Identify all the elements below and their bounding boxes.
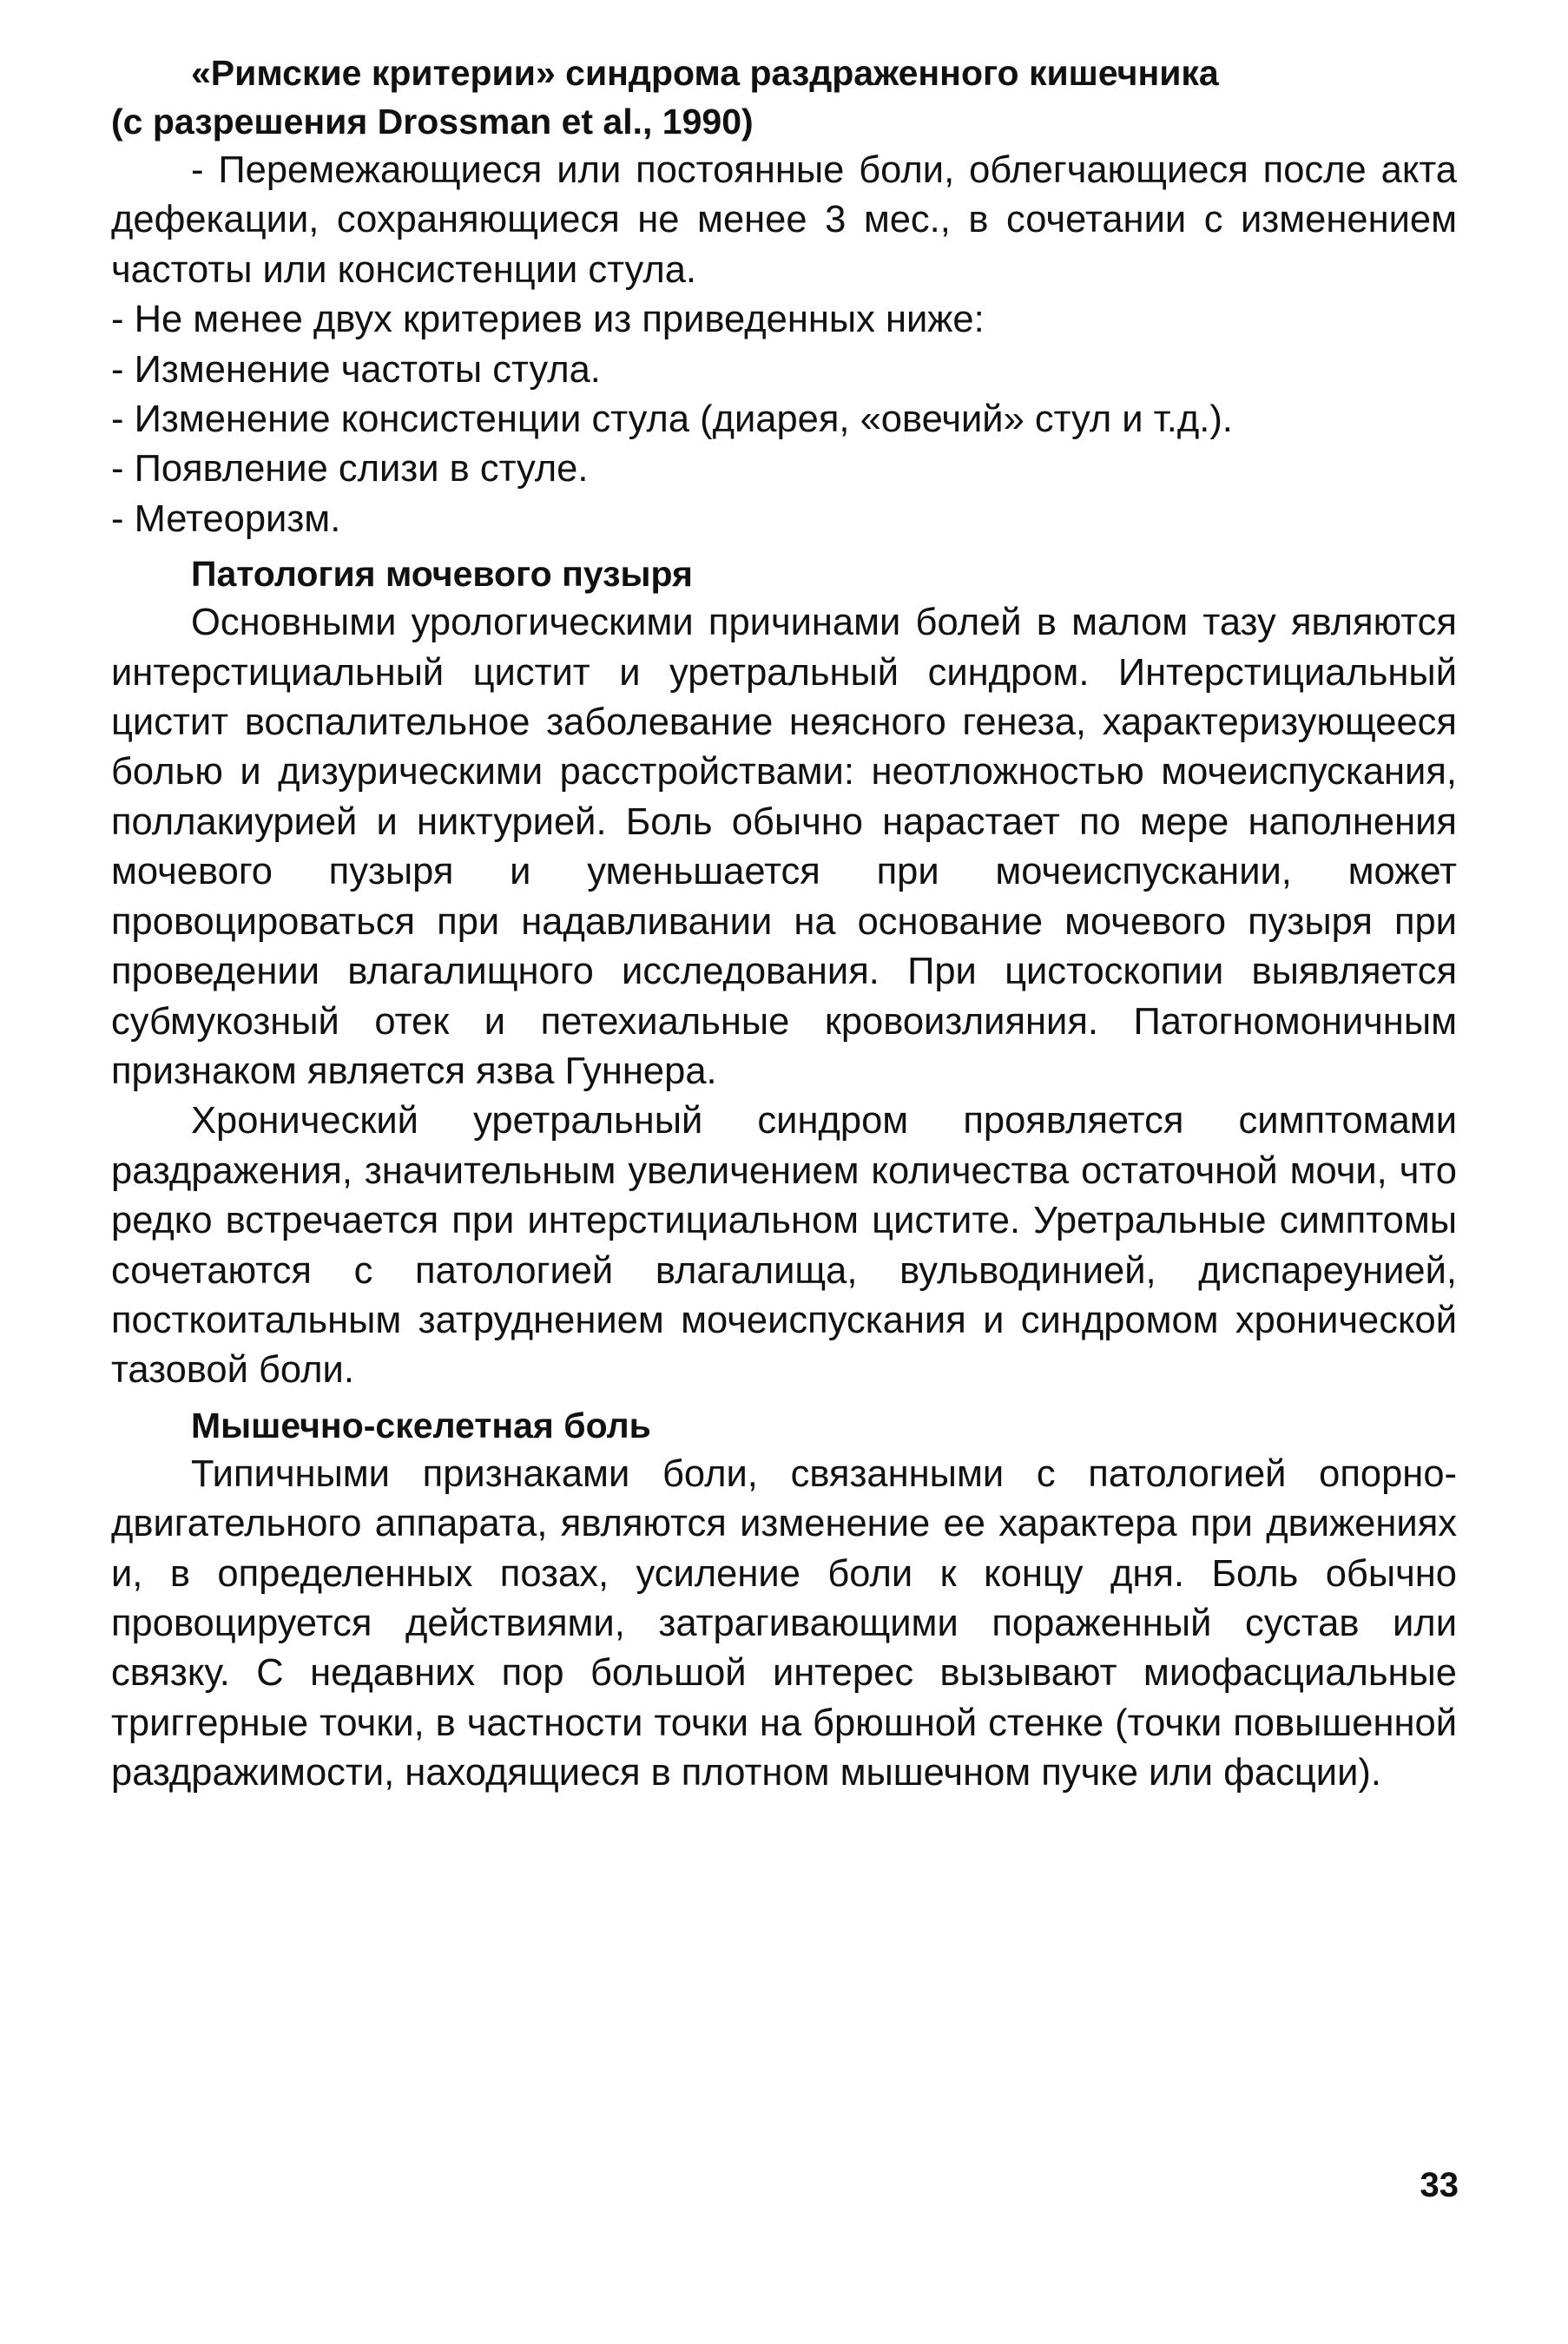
musculoskeletal-paragraph-1: Типичными признаками боли, связанными с патологией опорно-двигательного аппарата, являются изменение ее характера при движениях и, в определенных позах, усиление боли к концу дня. Боль обычно провоцируется действиями, затрагивающими пораженный сустав или связку. С недавних пор большой интерес вызывают миофасциальные триггерные точки, в частности точки на брюшной стенке (точки повышенной раздражимости, находящиеся в плотном мышечном пучке или фасции).: [111, 1452, 1457, 1794]
musculoskeletal-section-title: Мышечно-скелетная боль: [191, 1405, 651, 1445]
bladder-paragraph-1: Основными урологическими причинами болей в малом тазу являются интерстициальный цистит и уретральный синдром. Интерстициальный цистит воспалительное заболевание неясного генеза, характеризующееся болью и дизурическими расстройствами: неотложностью мочеиспускания, поллакиурией и никтурией. Боль обычно нарастает по мере наполнения мочевого пузыря и уменьшается при мочеиспускании, может провоцироваться при надавливании на основание мочевого пузыря при проведении влагалищного исследования. При цистоскопии выявляется субмукозный отек и петехиальные кровоизлияния. Патогномоничным признаком является язва Гуннера.: [111, 602, 1457, 1092]
criteria-title-line2: (с разрешения Drossman et al., 1990): [111, 102, 754, 142]
criteria-item: - Метеоризм.: [111, 497, 341, 540]
criteria-title-line1: «Римские критерии» синдрома раздраженного кишечника: [191, 53, 1219, 93]
page-content: [111, 49, 1457, 1799]
criteria-item: - Появление слизи в стуле.: [111, 448, 589, 491]
criteria-item: - Не менее двух критериев из приведенных ниже:: [111, 299, 985, 341]
criteria-intro: - Перемежающиеся или постоянные боли, облегчающиеся после акта дефекации, сохраняющиеся не менее 3 мес., в сочетании с изменением частоты или консистенции стула.: [111, 149, 1457, 291]
criteria-item: - Изменение консистенции стула (диарея, «овечий» стул и т.д.).: [111, 398, 1233, 441]
criteria-item: - Изменение частоты стула.: [111, 348, 601, 391]
page-number: 33: [1420, 2166, 1459, 2204]
bladder-section-title: Патология мочевого пузыря: [191, 554, 693, 595]
bladder-paragraph-2: Хронический уретральный синдром проявляется симптомами раздражения, значительным увеличением количества остаточной мочи, что редко встречается при интерстициальном цистите. Уретральные симптомы сочетаются с патологией влагалища, вульводинией, диспареунией, посткоитальным затруднением мочеиспускания и синдромом хронической тазовой боли.: [111, 1100, 1457, 1392]
